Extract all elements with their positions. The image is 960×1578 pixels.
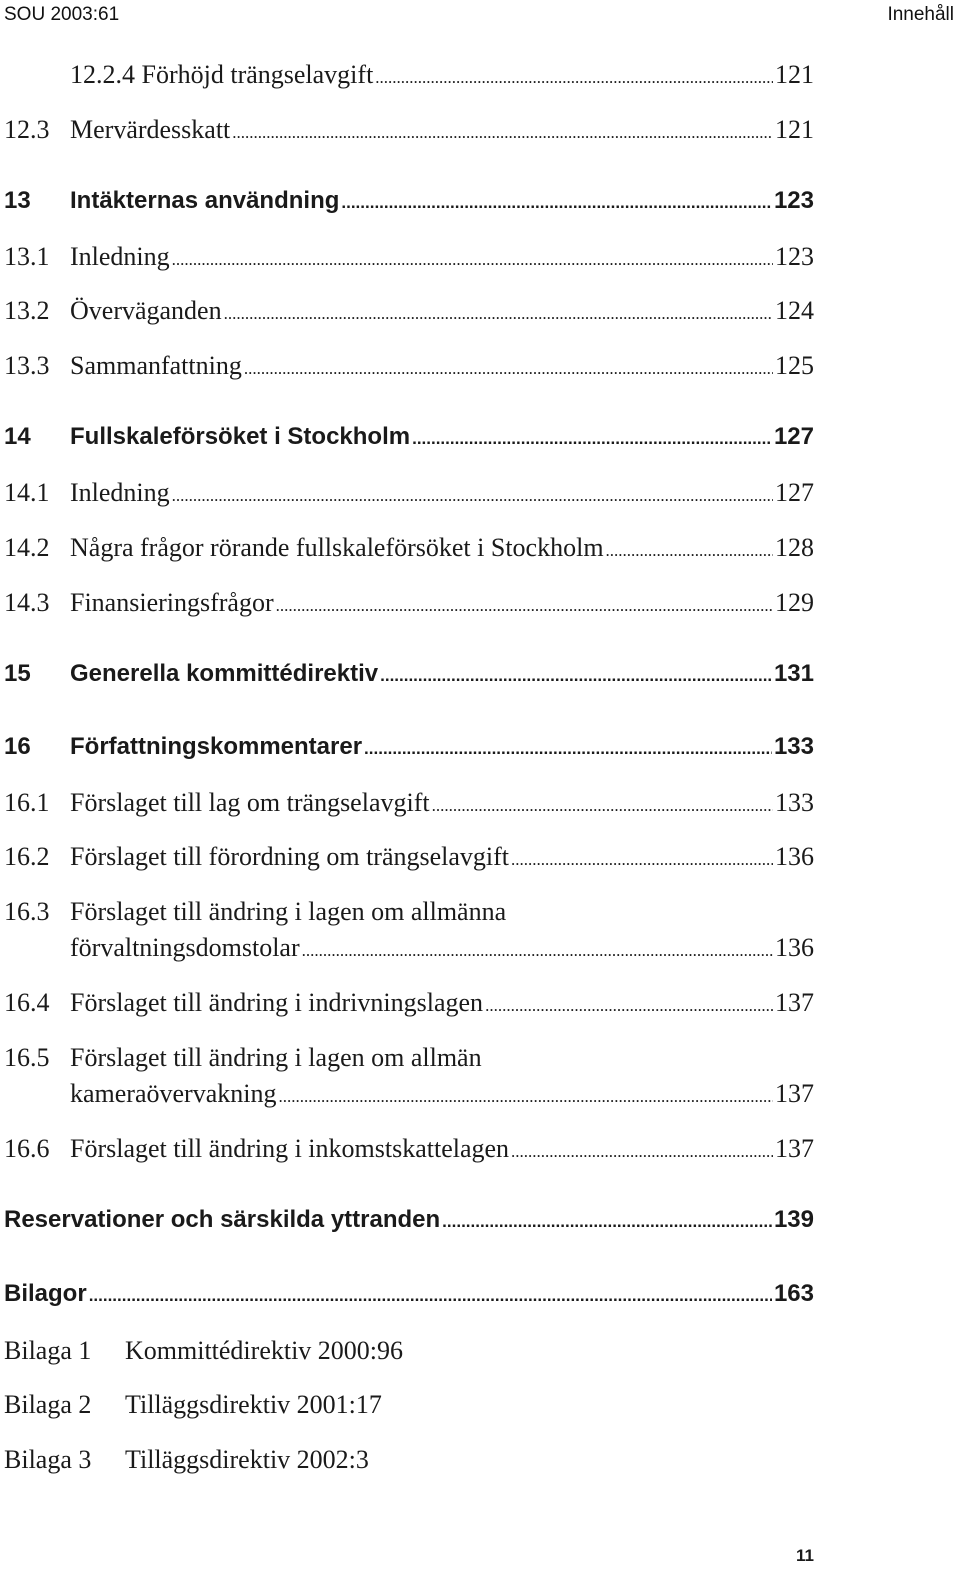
toc-entry[interactable]: [4, 1206, 814, 1242]
dot-leader: [224, 296, 773, 326]
toc-entry-number: 14.2: [4, 533, 50, 562]
toc-entry-page: 137: [775, 1079, 814, 1108]
toc-entry-title: Förslaget till ändring i indrivningslagen: [70, 988, 484, 1017]
toc-entry-title: Generella kommittédirektiv: [70, 660, 379, 687]
dot-leader: [442, 1206, 772, 1234]
toc-entry-number: 13: [4, 187, 31, 214]
toc-entry-title: kameraövervakning: [70, 1079, 277, 1108]
running-header-section: Innehåll: [887, 4, 954, 25]
dot-leader: [485, 988, 773, 1018]
toc-entry-title: Inledning: [70, 242, 170, 271]
toc-entry-number: 15: [4, 660, 31, 687]
toc-entry-title: Förslaget till ändring i inkomstskattelagen: [70, 1134, 510, 1163]
toc-entry-page: 121: [775, 115, 814, 144]
toc-entry-number: 16.6: [4, 1134, 50, 1163]
toc-entry[interactable]: [4, 242, 814, 278]
appendix-title: Tilläggsdirektiv 2002:3: [125, 1445, 369, 1474]
toc-entry-page: 133: [775, 788, 814, 817]
page-number: 11: [796, 1546, 814, 1565]
toc-entry[interactable]: [4, 351, 814, 387]
dot-leader: [276, 588, 773, 618]
dot-leader: [341, 187, 772, 215]
dot-leader: [172, 242, 773, 272]
toc-entry-page: 124: [775, 296, 814, 325]
dot-leader: [89, 1280, 772, 1308]
dot-leader: [511, 1134, 773, 1164]
dot-leader: [364, 733, 772, 761]
dot-leader: [432, 788, 773, 818]
toc-entry-page: 137: [775, 988, 814, 1017]
appendix-title: Kommittédirektiv 2000:96: [125, 1336, 404, 1365]
toc-entry-title: 12.2.4 Förhöjd trängselavgift: [70, 60, 374, 89]
toc-entry-title: Några frågor rörande fullskaleförsöket i Stockholm: [70, 533, 604, 562]
toc-entry-title: Författningskommentarer: [70, 733, 363, 760]
dot-leader: [606, 533, 773, 563]
toc-entry-title: Intäkternas användning: [70, 187, 340, 214]
toc-entry[interactable]: [4, 660, 814, 696]
toc-entry-title: Inledning: [70, 478, 170, 507]
toc-entry-page: 123: [775, 242, 814, 271]
toc-entry[interactable]: [4, 296, 814, 332]
toc-entry-number: 13.3: [4, 351, 50, 380]
toc-entry-page: 127: [775, 478, 814, 507]
toc-entry[interactable]: [4, 533, 814, 569]
toc-entry-title: Mervärdesskatt: [70, 115, 231, 144]
toc-entry-title: Sammanfattning: [70, 351, 242, 380]
dot-leader: [172, 478, 773, 508]
appendix-title: Tilläggsdirektiv 2001:17: [125, 1390, 382, 1419]
appendix-item[interactable]: [4, 1445, 369, 1475]
toc-entry-page: 123: [773, 187, 814, 214]
toc-entry[interactable]: [4, 1134, 814, 1170]
toc-entry[interactable]: [4, 897, 814, 969]
toc-entry-number: 16.4: [4, 988, 50, 1017]
toc-entry-page: 129: [775, 588, 814, 617]
toc-entry-number: 14.1: [4, 478, 50, 507]
toc-entry-number: 14.3: [4, 588, 50, 617]
toc-entry-page: 128: [775, 533, 814, 562]
toc-entry-title: Förslaget till lag om trängselavgift: [70, 788, 430, 817]
toc-entry[interactable]: [4, 187, 814, 223]
toc-entry-title: Förslaget till ändring i lagen om allmänna: [70, 897, 507, 926]
appendix-item[interactable]: [4, 1390, 382, 1420]
toc-entry[interactable]: [4, 988, 814, 1024]
appendix-label: Bilaga 3: [4, 1445, 92, 1474]
toc-entry-number: 13.1: [4, 242, 50, 271]
toc-entry[interactable]: [4, 60, 814, 96]
toc-entry[interactable]: [4, 423, 814, 459]
toc-entry-page: 121: [775, 60, 814, 89]
toc-entry[interactable]: [4, 1043, 814, 1115]
toc-entry[interactable]: [4, 788, 814, 824]
dot-leader: [511, 842, 773, 872]
toc-entry-page: 136: [775, 933, 814, 962]
toc-entry-title: Finansieringsfrågor: [70, 588, 274, 617]
toc-entry[interactable]: [4, 115, 814, 151]
toc-entry-page: 133: [773, 733, 814, 760]
dot-leader: [244, 351, 773, 381]
toc-entry-page: 136: [775, 842, 814, 871]
toc-entry[interactable]: [4, 733, 814, 769]
toc-entry[interactable]: [4, 842, 814, 878]
toc-entry-page: 125: [775, 351, 814, 380]
toc-entry-title: Fullskaleförsöket i Stockholm: [70, 423, 411, 450]
running-header-document-id: SOU 2003:61: [4, 4, 120, 25]
toc-entry-number: 12.3: [4, 115, 50, 144]
dot-leader: [278, 1079, 773, 1109]
appendix-item[interactable]: [4, 1336, 403, 1366]
toc-entry-title: Bilagor: [4, 1280, 87, 1307]
toc-entry-title: Förslaget till ändring i lagen om allmän: [70, 1043, 482, 1072]
toc-entry-page: 139: [773, 1206, 814, 1233]
toc-entry-title: förvaltningsdomstolar: [70, 933, 300, 962]
toc-entry-number: 13.2: [4, 296, 50, 325]
toc-entry-page: 163: [773, 1280, 814, 1307]
toc-entry-title: Överväganden: [70, 296, 222, 325]
toc-entry[interactable]: [4, 1280, 814, 1316]
toc-entry-number: 16.2: [4, 842, 50, 871]
dot-leader: [302, 933, 773, 963]
toc-entry-number: 16.5: [4, 1043, 50, 1072]
appendix-label: Bilaga 1: [4, 1336, 92, 1365]
dot-leader: [232, 115, 773, 145]
dot-leader: [380, 660, 772, 688]
toc-entry-page: 127: [773, 423, 814, 450]
toc-entry-number: 16: [4, 733, 31, 760]
toc-entry-page: 131: [773, 660, 814, 687]
toc-entry-number: 16.3: [4, 897, 50, 926]
toc-entry[interactable]: [4, 478, 814, 514]
toc-entry-title: Reservationer och särskilda yttranden: [4, 1206, 441, 1233]
toc-entry[interactable]: [4, 588, 814, 624]
toc-entry-page: 137: [775, 1134, 814, 1163]
dot-leader: [375, 60, 773, 90]
appendix-label: Bilaga 2: [4, 1390, 92, 1419]
toc-entry-number: 16.1: [4, 788, 50, 817]
dot-leader: [412, 423, 772, 451]
toc-entry-title: Förslaget till förordning om trängselavgift: [70, 842, 510, 871]
toc-entry-number: 14: [4, 423, 31, 450]
